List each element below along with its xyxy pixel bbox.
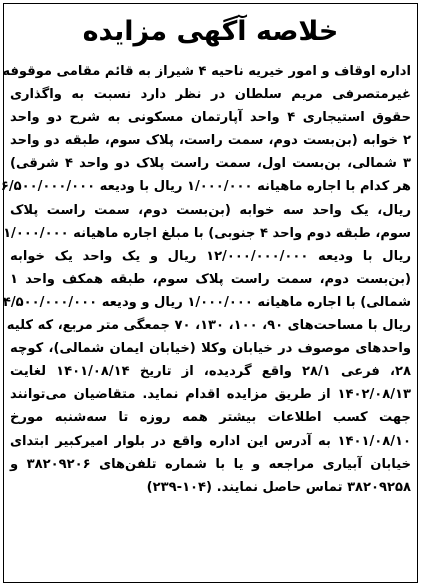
notice-line: ۱۴۰۱/۰۸/۱۰ به آدرس این اداره واقع در بلوار امیرکبیر ابتدای bbox=[10, 433, 411, 449]
notice-line: سوم، طبقه دوم واحد ۴ جنوبی) با مبلغ اجاره ماهیانه ۱/۰۰۰/۰۰۰ bbox=[3, 225, 411, 241]
notice-line: (بن‌بست دوم، سمت راست پلاک سوم، طبقه همکف واحد ۱ bbox=[10, 271, 411, 287]
notice-line: ۱۴۰۲/۰۸/۱۳ از طریق مزایده اقدام نماید. متقاضیان می‌توانند bbox=[10, 387, 411, 403]
notice-line: ریال با ودیعه ۱۲/۰۰۰/۰۰۰/۰۰۰ ریال و یک واحد یک خوابه bbox=[10, 248, 411, 264]
notice-line: هر کدام با اجاره ماهیانه ۱/۰۰۰/۰۰۰ ریال با ودیعه ۶/۵۰۰/۰۰۰/۰۰۰ bbox=[0, 179, 411, 195]
notice-line: غیرمتصرفی مریم سلطان در نظر دارد نسبت به واگذاری bbox=[10, 87, 411, 103]
notice-line: خیابان آبیاری مراجعه و یا با شماره تلفن‌های ۳۸۲۰۹۲۰۶ و bbox=[10, 456, 412, 472]
notice-line: اداره اوقاف و امور خیریه ناحیه ۴ شیراز به قائم مقامی موقوفه bbox=[2, 64, 411, 79]
notice-body bbox=[0, 60, 412, 499]
notice-line: ۳ شمالی، بن‌بست اول، سمت راست پلاک دو واحد ۴ شرقی) bbox=[10, 156, 411, 172]
notice-line: ریال، یک واحد سه خوابه (بن‌بست دوم، سمت راست پلاک bbox=[10, 202, 411, 218]
notice-line: ریال با مساحت‌های ۹۰، ۱۰۰، ۱۳۰، ۷۰ جمعگی متر مربع، که کلیه bbox=[6, 318, 411, 334]
notice-line: حقوق استیجاری ۴ واحد آپارتمان مسکونی به شرح دو واحد bbox=[10, 110, 412, 126]
notice-line: ۳۸۲۰۹۲۵۸ تماس حاصل نمایند. (۱۰۴-۲۳۹) bbox=[146, 479, 411, 495]
notice-title: خلاصه آگهی مزایده bbox=[82, 16, 339, 47]
notice-line: ۲ خوابه (بن‌بست دوم، سمت راست، پلاک سوم، طبقه دو واحد bbox=[10, 133, 411, 149]
notice-line: جهت کسب اطلاعات بیشتر همه روزه تا سه‌شنبه مورخ bbox=[10, 410, 411, 426]
notice-line: ۲۸، فرعی ۲۸/۱ واقع گردیده، از تاریخ ۱۴۰۱/۰۸/۱۴ لغایت bbox=[10, 364, 411, 380]
notice-line: شمالی) با اجاره ماهیانه ۱/۰۰۰/۰۰۰ ریال و ودیعه ۴/۵۰۰/۰۰۰/۰۰۰ bbox=[2, 294, 411, 310]
auction-notice bbox=[0, 3, 418, 583]
notice-line: واحدهای موصوف در خیابان وکلا (خیابان ایمان شمالی)، کوچه bbox=[10, 341, 411, 357]
